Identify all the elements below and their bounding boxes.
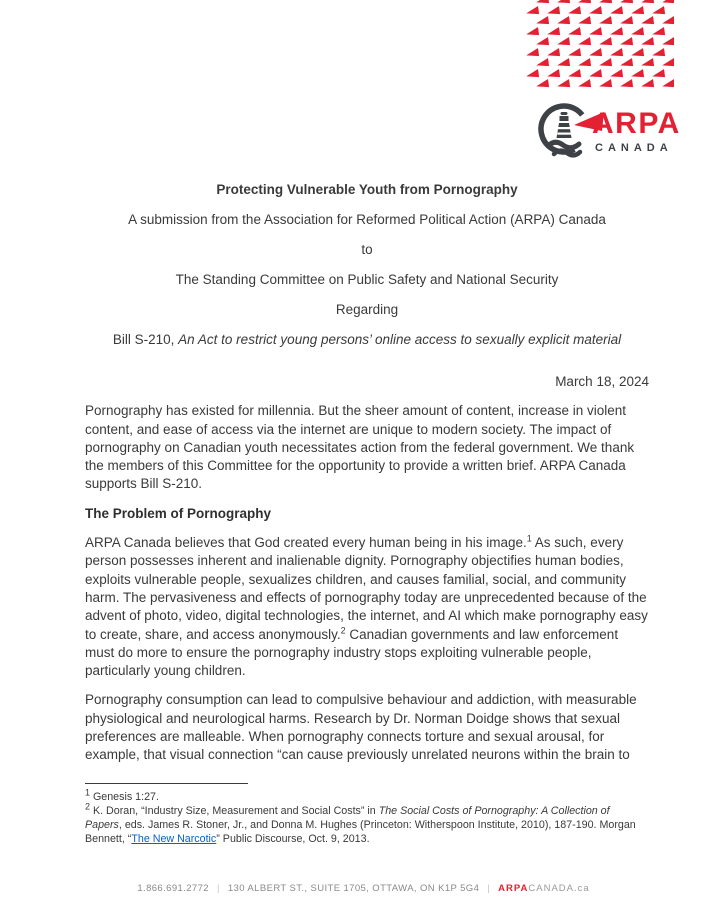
triangle-icon	[588, 26, 602, 37]
triangle-icon	[619, 37, 633, 48]
footer-separator: |	[487, 883, 491, 894]
to-line: to	[361, 242, 373, 257]
triangle-icon	[651, 68, 665, 79]
footnote-2-book-title: The Social Costs of Pornography: A Collection of Papers	[85, 804, 610, 831]
triangle-icon	[640, 0, 654, 6]
triangle-icon	[577, 58, 591, 69]
paragraph-2-text: ARPA Canada believes that God created every human being in his image.	[85, 535, 527, 551]
footer-site-domain: CANADA.ca	[528, 883, 590, 894]
triangle-pattern	[526, 0, 674, 91]
triangle-icon	[526, 26, 540, 37]
triangle-icon	[526, 5, 540, 16]
triangle-icon	[588, 47, 602, 58]
triangle-icon	[535, 58, 549, 69]
triangle-icon	[526, 47, 540, 58]
triangle-icon	[630, 47, 644, 58]
triangle-icon	[640, 16, 654, 27]
triangle-icon	[588, 68, 602, 79]
bill-title: An Act to restrict young persons’ online access to sexually explicit material	[178, 332, 622, 347]
triangle-icon	[598, 16, 612, 27]
triangle-icon	[556, 37, 570, 48]
triangle-icon	[619, 79, 633, 90]
triangle-icon	[577, 16, 591, 27]
footnote-2-text: ” Public Discourse, Oct. 9, 2013.	[216, 832, 370, 845]
triangle-icon	[609, 68, 623, 79]
triangle-icon	[577, 0, 591, 6]
triangle-icon	[640, 37, 654, 48]
triangle-icon	[630, 26, 644, 37]
arpa-logo	[534, 99, 681, 163]
triangle-icon	[609, 47, 623, 58]
paragraph-1: Pornography has existed for millennia. But the sheer amount of content, increase in violent content, and ease of access via the internet are unique to modern society. The impact of pornography on Canadian youth necessitates action from the federal government. We thank the members of this Committee for the opportunity to provide a written brief. ARPA Canada supports Bill S-210.	[85, 403, 635, 492]
paragraph-3: Pornography consumption can lead to compulsive behaviour and addiction, with measurable physiological and neurological harms. Research by Dr. Norman Doidge shows that sexual preferences are malleable. When pornography connects torture and sexual arousal, for example, that visual connection “can cause previously unrelated neurons within the brain to	[85, 692, 637, 763]
footnote-1-marker: 1	[85, 787, 91, 798]
triangle-icon	[567, 26, 581, 37]
page-footer	[0, 883, 727, 894]
triangle-icon	[535, 37, 549, 48]
date-line: March 18, 2024	[555, 374, 649, 389]
triangle-icon	[661, 16, 674, 27]
regarding-line: Regarding	[335, 302, 399, 317]
triangle-icon	[661, 37, 674, 48]
triangle-icon	[619, 16, 633, 27]
logo-wordmark: ARPA	[592, 106, 681, 140]
triangle-icon	[567, 5, 581, 16]
triangle-icon	[535, 0, 549, 6]
bill-number: Bill S-210,	[112, 332, 179, 347]
footer-address: 130 ALBERT ST., SUITE 1705, OTTAWA, ON K1P 5G4	[227, 883, 480, 894]
lighthouse-icon	[557, 112, 572, 138]
section-heading: The Problem of Pornography	[85, 505, 272, 521]
footer-site-brand: ARPA	[498, 883, 529, 894]
triangle-icon	[661, 79, 674, 90]
triangle-icon	[619, 58, 633, 69]
triangle-icon	[567, 47, 581, 58]
footnote-2-text: K. Doran, “Industry Size, Measurement and Social Costs” in	[90, 804, 379, 817]
triangle-icon	[598, 37, 612, 48]
triangle-icon	[556, 79, 570, 90]
triangle-icon	[556, 0, 570, 6]
footnote-separator	[85, 783, 248, 784]
paragraph-2-text: As such, every person possesses inherent and inalienable dignity. Pornography objectifies human bodies, exploits vulnerable people, sexualizes children, and causes familial, social, and community harm. The pervasiveness and effects of pornography today are unprecedented because of the advent of photo, video, digital technologies, the internet, and AI which make pornography easy to create, share, and access anonymously.	[85, 535, 648, 642]
triangle-icon	[535, 16, 549, 27]
footer-separator: |	[216, 883, 220, 894]
triangle-icon	[567, 68, 581, 79]
submission-line: A submission from the Association for Reformed Political Action (ARPA) Canada	[128, 212, 606, 227]
triangle-icon	[556, 16, 570, 27]
footnote-2-marker: 2	[85, 801, 91, 812]
footnote-1	[85, 787, 649, 804]
triangle-icon	[598, 58, 612, 69]
triangle-icon	[630, 5, 644, 16]
triangle-icon	[598, 0, 612, 6]
footnote-2	[85, 801, 649, 846]
triangle-icon	[630, 68, 644, 79]
triangle-icon	[651, 26, 665, 37]
triangle-icon	[546, 47, 560, 58]
doc-title: Protecting Vulnerable Youth from Pornography	[216, 182, 518, 197]
triangle-icon	[598, 79, 612, 90]
logo-subtext: CANADA	[595, 141, 673, 154]
triangle-icon	[546, 68, 560, 79]
triangle-icon	[609, 5, 623, 16]
triangle-icon	[651, 5, 665, 16]
paragraph-2-text: Canadian governments and law enforcement must do more to ensure the pornography industry stops exploiting vulnerable people, particularly young children.	[85, 626, 619, 679]
triangle-icon	[661, 0, 674, 6]
triangle-icon	[661, 58, 674, 69]
triangle-icon	[546, 26, 560, 37]
footnotes	[85, 787, 649, 846]
triangle-icon	[526, 68, 540, 79]
committee-line: The Standing Committee on Public Safety and National Security	[175, 272, 559, 287]
footnote-ref-1: 1	[526, 533, 532, 544]
triangle-icon	[588, 5, 602, 16]
footer-phone: 1.866.691.2772	[137, 883, 209, 894]
footnote-2-text: , eds. James R. Stoner, Jr., and Donna M. Hughes (Princeton: Witherspoon Institute, 2010), 187-190. Morgan Bennett, “	[85, 818, 636, 845]
triangle-icon	[535, 79, 549, 90]
triangle-icon	[546, 5, 560, 16]
triangle-icon	[556, 58, 570, 69]
triangle-icon	[577, 79, 591, 90]
triangle-icon	[577, 37, 591, 48]
triangle-icon	[651, 47, 665, 58]
triangle-icon	[640, 79, 654, 90]
triangle-icon	[640, 58, 654, 69]
footnote-1-text: Genesis 1:27.	[90, 790, 159, 803]
footnote-ref-2: 2	[340, 625, 346, 636]
footnote-2-hyperlink[interactable]: The New Narcotic	[131, 832, 217, 845]
bill-line	[85, 330, 649, 349]
triangle-icon	[619, 0, 633, 6]
paragraph-2	[85, 534, 649, 680]
triangle-icon	[609, 26, 623, 37]
